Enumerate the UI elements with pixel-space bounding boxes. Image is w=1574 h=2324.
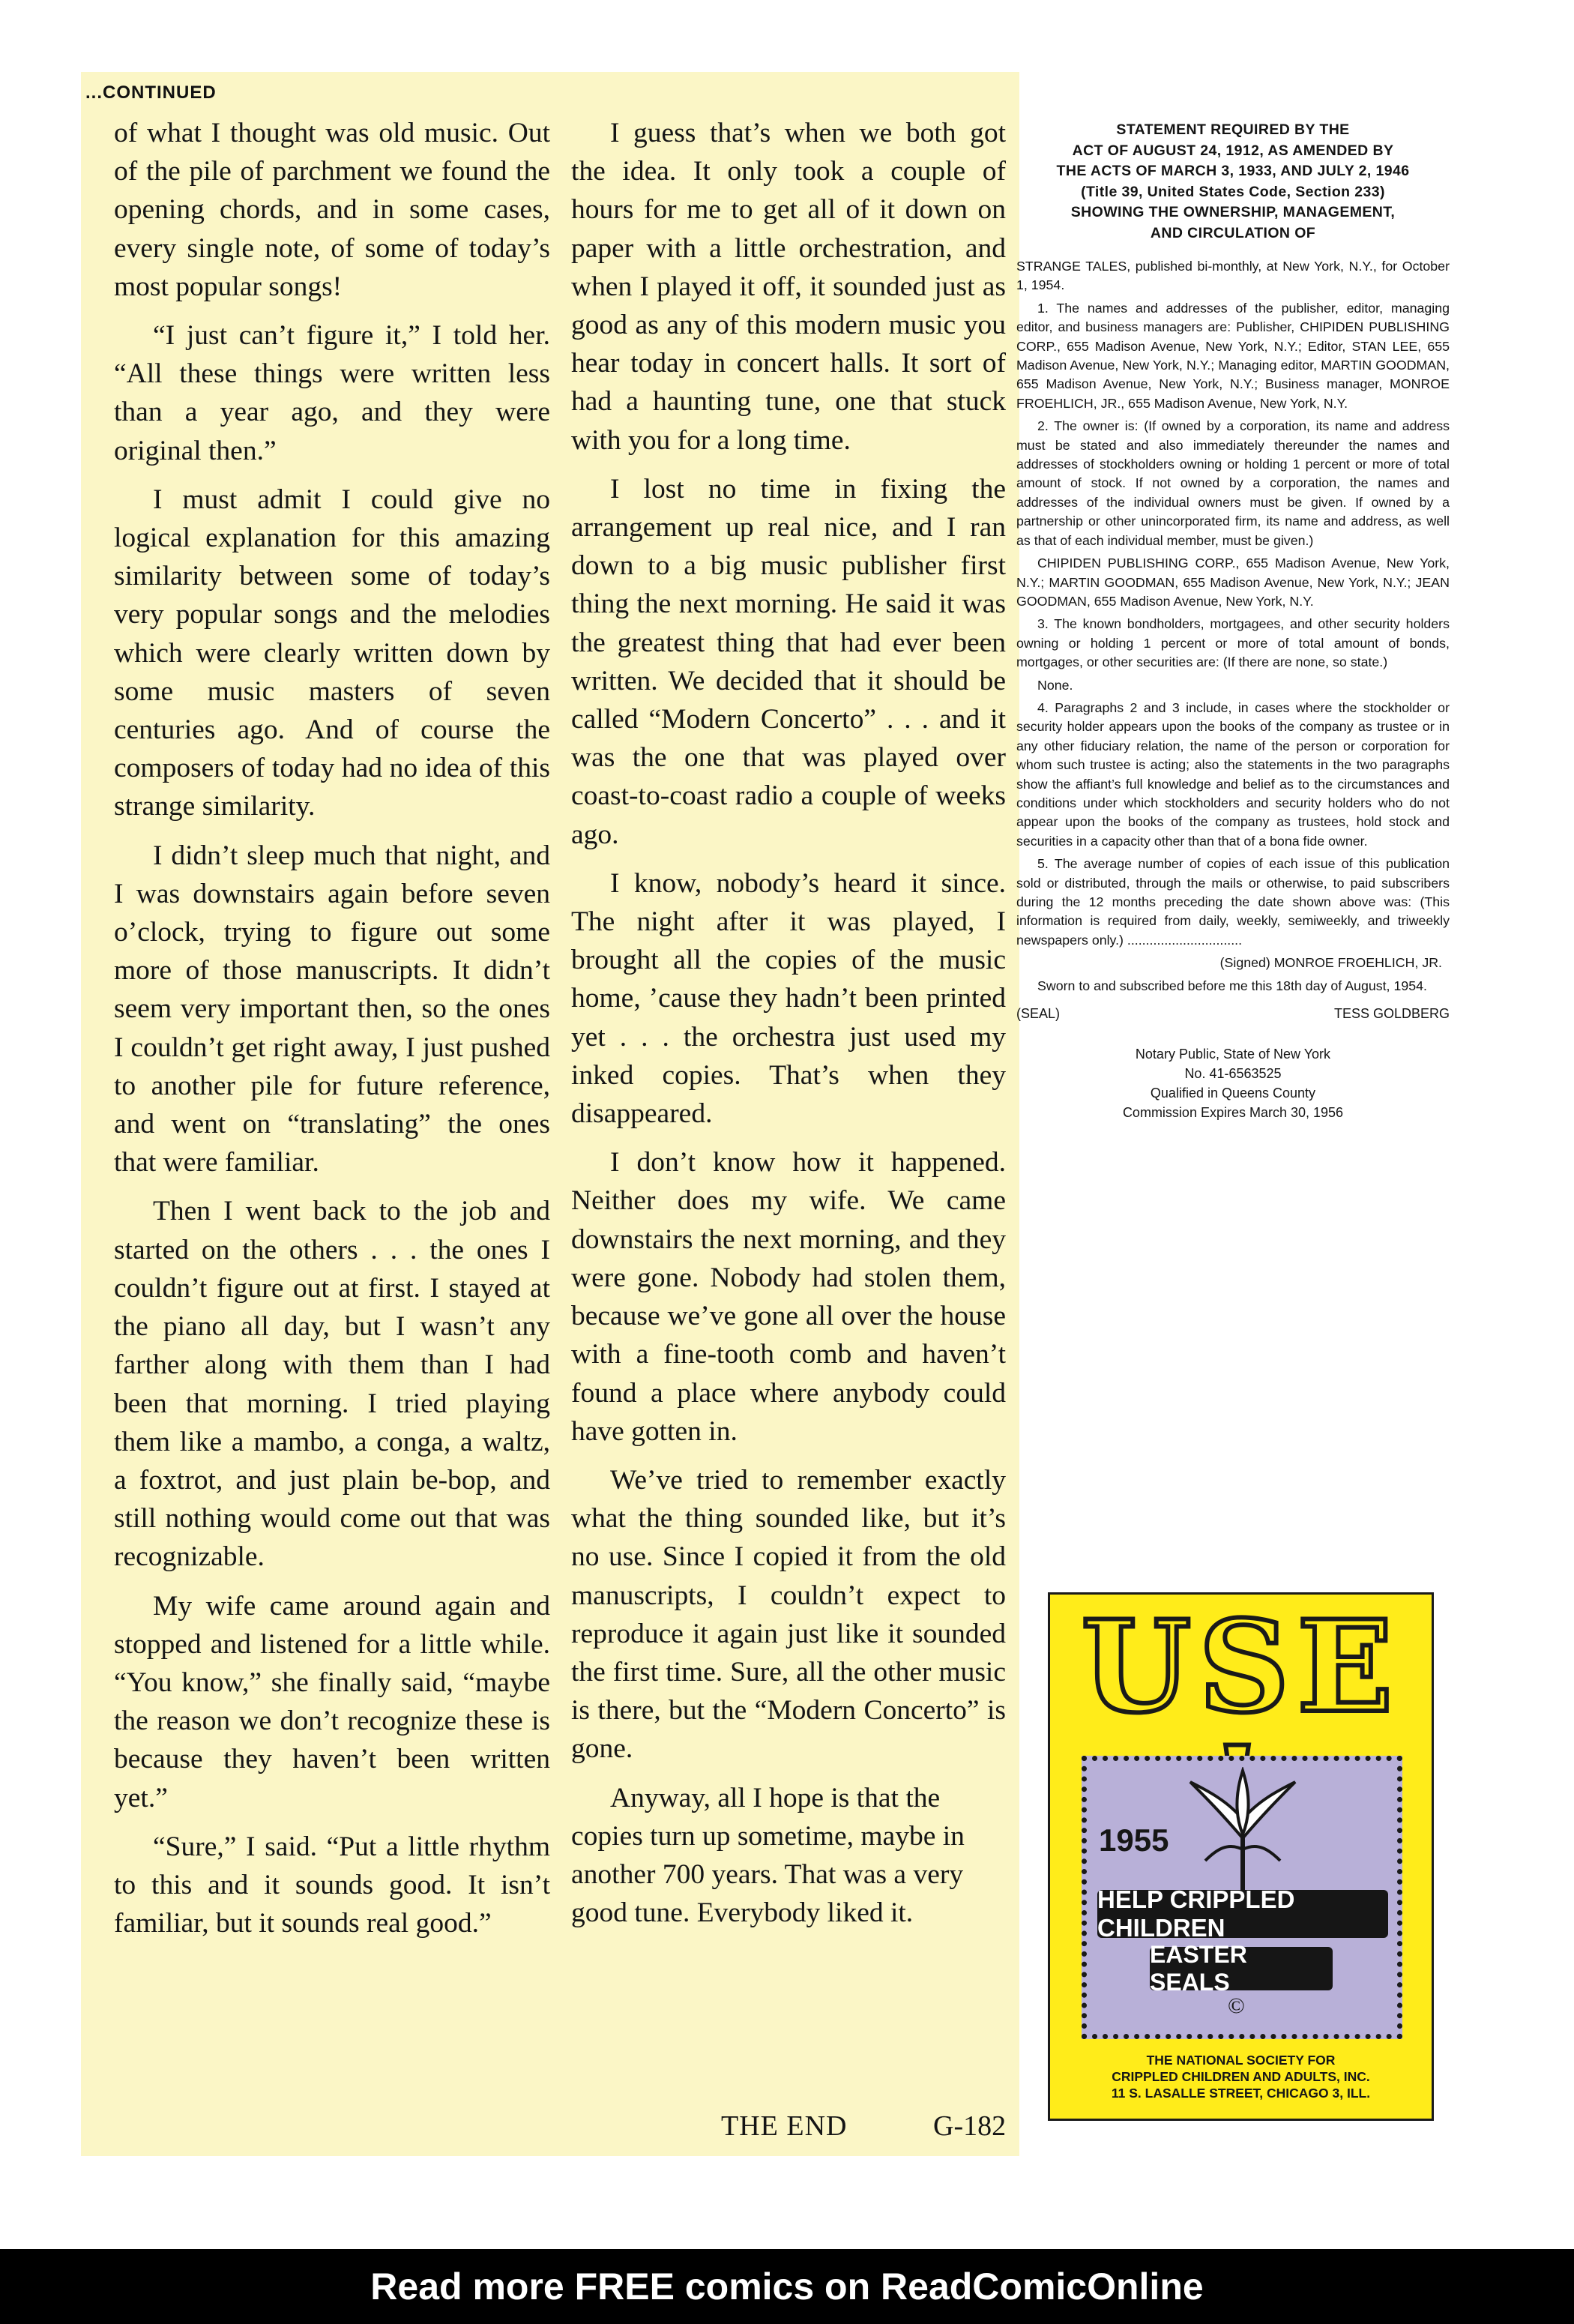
ad-society-line: THE NATIONAL SOCIETY FOR — [1146, 2053, 1336, 2068]
story-column-2 — [571, 114, 1006, 1942]
the-end-label: THE END — [721, 2110, 848, 2142]
story-paragraph: Anyway, all I hope is that the copies turn up sometime, maybe in another 700 years. That was a very good tune. Everybody liked it. — [571, 1782, 965, 1929]
statement-title-line: ACT OF AUGUST 24, 1912, AS AMENDED BY — [1072, 142, 1394, 159]
easter-seals-ad — [1048, 1592, 1434, 2121]
statement-title-line: SHOWING THE OWNERSHIP, MANAGEMENT, — [1070, 204, 1396, 220]
copyright-symbol: © — [1228, 1993, 1245, 2018]
statement-paragraph: 5. The average number of copies of each issue of this publication sold or distributed, through the mails or otherwise, to paid subscribers during the 12 months preceding the date shown above was: (This information is required from daily, weekly, semiweekly, and triweekly newspapers only.) ............................... — [1016, 856, 1450, 948]
ownership-statement — [1016, 120, 1450, 1122]
ad-banner-help-crippled-children: HELP CRIPPLED CHILDREN — [1097, 1890, 1388, 1938]
story-paragraph: I guess that’s when we both got the idea. It only took a couple of hours for me to get all of it down on paper with a little orchestration, and when I played it off, it sounded just as good as any of this modern music you hear today in concert halls. It sort of had a haunting tune, one that stuck with you for a long time. — [571, 118, 1006, 456]
statement-title — [1016, 120, 1450, 244]
ad-society-line: 11 S. LASALLE STREET, CHICAGO 3, ILL. — [1111, 2086, 1371, 2101]
notary-line: Commission Expires March 30, 1956 — [1122, 1105, 1344, 1121]
statement-paragraph: 1. The names and addresses of the publisher, editor, managing editor, and business managers are: Publisher, CHIPIDEN PUBLISHING CORP., 655 Madison Avenue, New York, N.Y.; Editor, STAN LEE, 655 Madison Avenue, New York, N.Y.; Managing editor, MARTIN GOODMAN, 655 Madison Avenue, New York, N.Y.; Business manager, MONROE FROEHLICH, JR., 655 Madison Avenue, New York, N.Y. — [1016, 300, 1450, 411]
statement-paragraph: 3. The known bondholders, mortgagees, and other security holders owning or holding 1 percent or more of total amount of bonds, mortgages, or other securities are: (If there are none, so state.) — [1016, 616, 1450, 670]
ad-society-line: CRIPPLED CHILDREN AND ADULTS, INC. — [1112, 2069, 1370, 2084]
story-paragraph: “Sure,” I said. “Put a little rhythm to this and it sounds good. It isn’t familiar, but it sounds real good.” — [114, 1831, 550, 1939]
easter-seal-stamp — [1082, 1756, 1402, 2039]
seal-label: (SEAL) — [1016, 1006, 1061, 1022]
story-paragraph: of what I thought was old music. Out of the pile of parchment we found the opening chords, and in some cases, every single note, of some of today’s most popular songs! — [114, 118, 550, 302]
story-column-1 — [114, 114, 550, 1953]
job-code: G-182 — [933, 2110, 1007, 2142]
story-paragraph: “I just can’t figure it,” I told her. “All these things were written less than a year ago, and they were original then.” — [114, 320, 550, 466]
footer-banner[interactable]: Read more FREE comics on ReadComicOnline — [0, 2249, 1574, 2324]
statement-paragraph: None. — [1037, 677, 1073, 693]
story-paragraph: I know, nobody’s heard it since. The night after it was played, I brought all the copies of the music home, ’cause they hadn’t been printed yet . . . the orchestra just used my inked copies. That’s when they disappeared. — [571, 867, 1006, 1130]
story-paragraph: Then I went back to the job and started on the others . . . the ones I couldn’t figure out at first. I stayed at the piano all day, but I wasn’t any farther along with them than I had been that morning. I tried playing them like a mambo, a conga, a waltz, a foxtrot, and just plain be-bop, and still nothing would come out that was recognizable. — [114, 1196, 550, 1573]
notary-line: No. 41-6563525 — [1184, 1066, 1282, 1082]
statement-paragraph: STRANGE TALES, published bi-monthly, at New York, N.Y., for October 1, 1954. — [1016, 259, 1450, 293]
continued-label: ...CONTINUED — [85, 82, 217, 103]
easter-lily-icon — [1175, 1767, 1310, 1894]
story-paragraph: I lost no time in fixing the arrangement up real nice, and I ran down to a big music publisher first thing the next morning. He said it was the greatest thing that had ever been written. We decided that it should be called “Modern Concerto” . . . and it was the one that was played over coast-to-coast radio a couple of weeks ago. — [571, 473, 1006, 850]
notary-name: TESS GOLDBERG — [1333, 1006, 1450, 1022]
statement-title-line: (Title 39, United States Code, Section 233) — [1081, 183, 1385, 200]
notary-block — [1016, 1044, 1450, 1122]
ad-headline: USE — [1081, 1592, 1401, 1741]
ad-banner-easter-seals: EASTER SEALS — [1150, 1947, 1333, 1990]
story-paragraph: I don’t know how it happened. Neither does my wife. We came downstairs the next morning, and they were gone. Nobody had stolen them, because we’ve gone all over the house with a fine-tooth comb and haven’t found a place where anybody could have gotten in. — [571, 1147, 1006, 1447]
statement-paragraph: 2. The owner is: (If owned by a corporation, its name and address must be stated and also immediately thereunder the names and addresses of stockholders owning or holding 1 percent or more of total amount of stock. If not owned by a corporation, the names and addresses of the individual owners must be given. If owned by a partnership or other unincorporated firm, its name and address, as well as that of each individual member, must be given.) — [1016, 418, 1450, 548]
statement-title-line: STATEMENT REQUIRED BY THE — [1116, 121, 1350, 138]
statement-sworn: Sworn to and subscribed before me this 18th day of August, 1954. — [1037, 978, 1427, 993]
statement-paragraph: 4. Paragraphs 2 and 3 include, in cases where the stockholder or security holder appears upon the books of the company as trustee or in any other fiduciary relation, the name of the person or corporation for whom such trustee is acting; also the statements in the two paragraphs show the affiant’s full knowledge and belief as to the circumstances and conditions under which stockholders and security holders who do not appear upon the books of the company as trustees, hold stock and securities in a capacity other than that of a bona fide owner. — [1016, 699, 1450, 849]
statement-title-line: THE ACTS OF MARCH 3, 1933, AND JULY 2, 1946 — [1056, 163, 1410, 179]
story-paragraph: I must admit I could give no logical explanation for this amazing similarity between some of today’s very popular songs and the melodies which were clearly written down by some music masters of seven centuries ago. And of course the composers of today had no idea of this strange similarity. — [114, 484, 550, 822]
ad-year: 1955 — [1099, 1822, 1169, 1858]
seal-row — [1016, 1006, 1450, 1022]
story-paragraph: I didn’t sleep much that night, and I was downstairs again before seven o’clock, trying to figure out some more of those manuscripts. It didn’t seem very important then, so the ones I couldn’t get right away, I just pushed to another pile for future reference, and went on “translating” the ones that were familiar. — [114, 840, 550, 1178]
story-paragraph: We’ve tried to remember exactly what the thing sounded like, but it’s no use. Since I copied it from the old manuscripts, I couldn’t expect to reproduce it again just like it sounded the first time. Sure, all the other music is there, but the “Modern Concerto” is gone. — [571, 1464, 1006, 1765]
notary-line: Qualified in Queens County — [1150, 1086, 1316, 1101]
statement-title-line: AND CIRCULATION OF — [1150, 224, 1316, 241]
statement-paragraph: CHIPIDEN PUBLISHING CORP., 655 Madison Avenue, New York, N.Y.; MARTIN GOODMAN, 655 Madison Avenue, New York, N.Y.; JEAN GOODMAN, 655 Madison Avenue, New York, N.Y. — [1016, 556, 1450, 609]
statement-signature: (Signed) MONROE FROEHLICH, JR. — [1219, 955, 1442, 971]
statement-body — [1016, 257, 1450, 996]
story-paragraph: My wife came around again and stopped and listened for a little while. “You know,” she finally said, “maybe the reason we don’t recognize these is because they haven’t been written yet.” — [114, 1590, 550, 1813]
notary-line: Notary Public, State of New York — [1135, 1047, 1331, 1062]
ad-society-text — [1050, 2052, 1432, 2101]
